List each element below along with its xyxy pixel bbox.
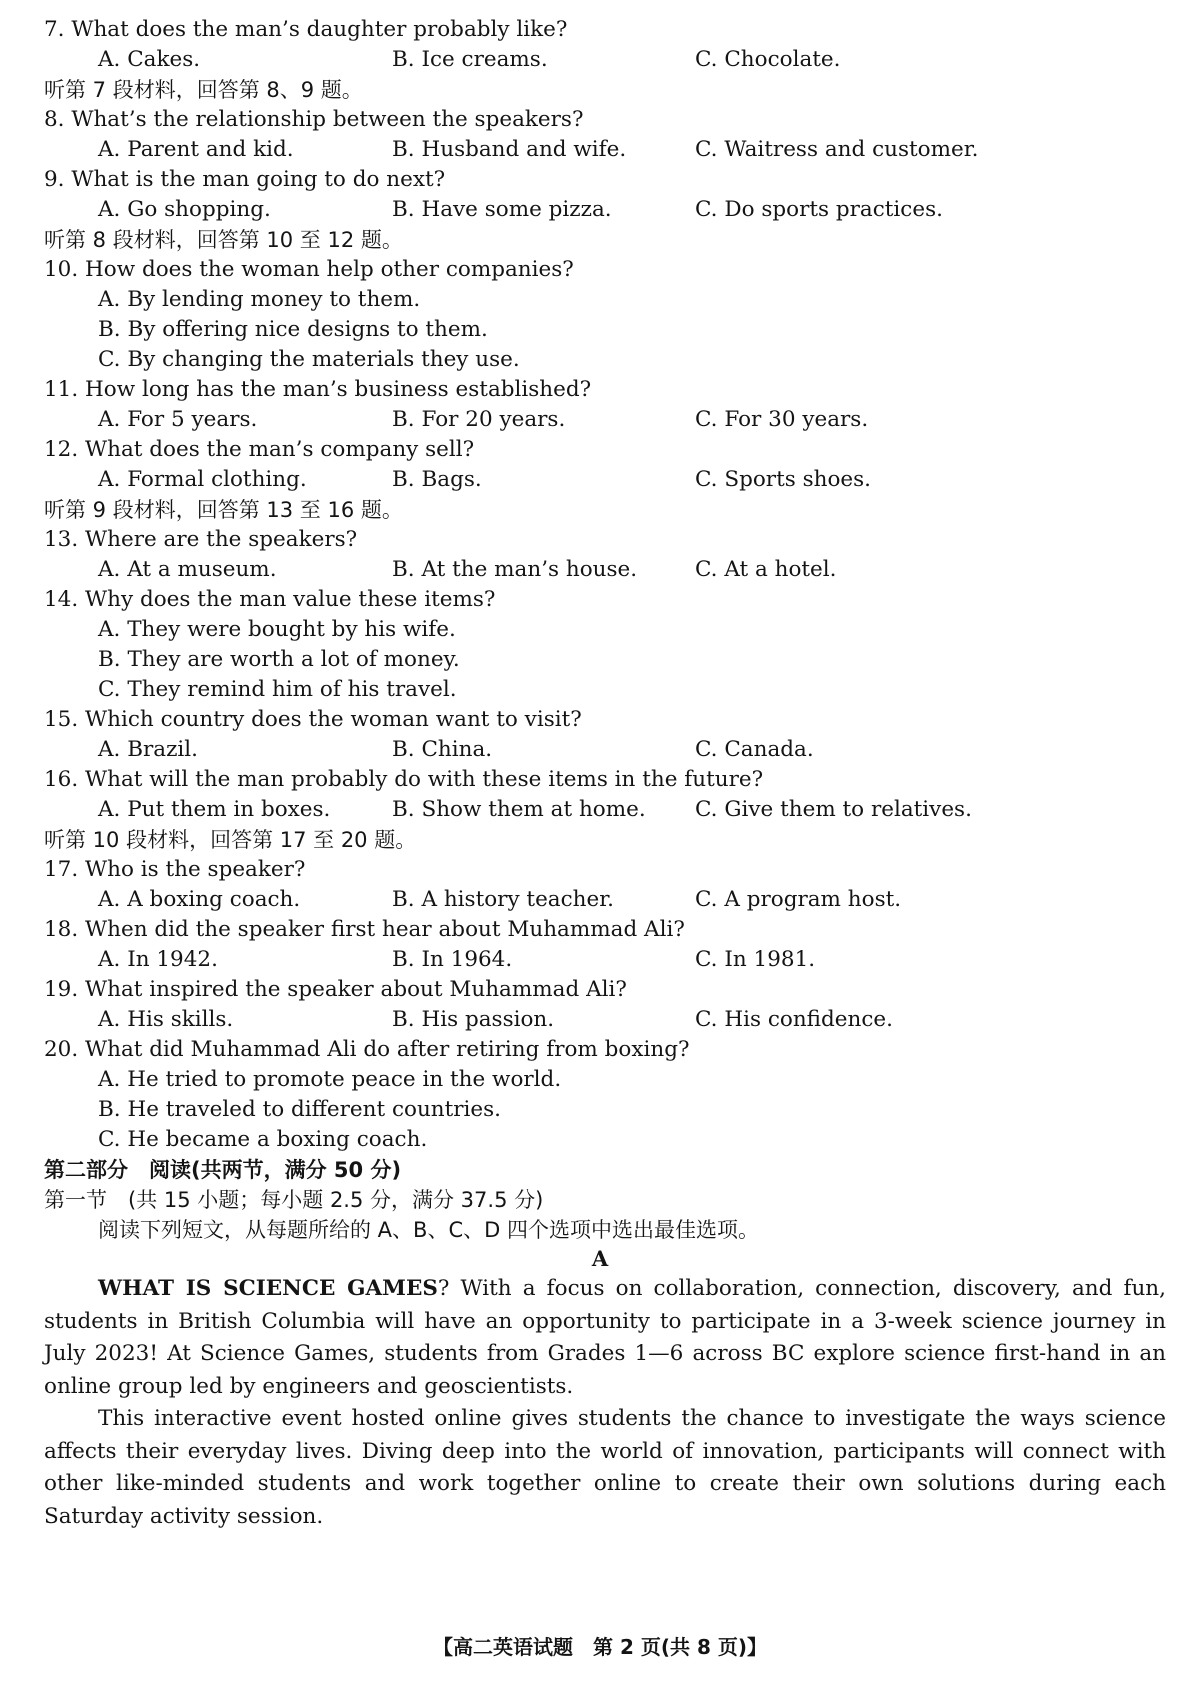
page-footer: 【高二英语试题 第 2 页(共 8 页)】 xyxy=(433,1635,767,1659)
option-c: C. For 30 years. xyxy=(695,407,869,432)
option-a: A. Go shopping. xyxy=(98,197,271,222)
passage-label: A xyxy=(591,1246,609,1271)
passage-lead: WHAT IS SCIENCE GAMES xyxy=(98,1276,438,1301)
option-b: B. Have some pizza. xyxy=(392,197,612,222)
option-b: B. At the man’s house. xyxy=(392,557,638,582)
option-a: A. Put them in boxes. xyxy=(98,797,331,822)
question-16: 16. What will the man probably do with these items in the future? xyxy=(44,767,764,792)
option-20-c: C. He became a boxing coach. xyxy=(98,1127,428,1152)
option-c: C. His confidence. xyxy=(695,1007,893,1032)
option-a: A. Parent and kid. xyxy=(98,137,294,162)
option-c: C. Give them to relatives. xyxy=(695,797,972,822)
option-c: C. In 1981. xyxy=(695,947,816,972)
question-10: 10. How does the woman help other companies? xyxy=(44,257,574,282)
option-a: A. Formal clothing. xyxy=(98,467,307,492)
question-20: 20. What did Muhammad Ali do after retiring from boxing? xyxy=(44,1037,690,1062)
option-c: C. Chocolate. xyxy=(695,47,841,72)
option-b: B. Husband and wife. xyxy=(392,137,627,162)
option-b: B. China. xyxy=(392,737,493,762)
option-b: B. A history teacher. xyxy=(392,887,614,912)
section-header-10: 听第 10 段材料，回答第 17 至 20 题。 xyxy=(44,828,417,852)
option-a: A. In 1942. xyxy=(98,947,218,972)
question-7: 7. What does the man’s daughter probably like? xyxy=(44,17,568,42)
question-19: 19. What inspired the speaker about Muhammad Ali? xyxy=(44,977,627,1002)
option-a: A. A boxing coach. xyxy=(98,887,301,912)
option-b: B. For 20 years. xyxy=(392,407,566,432)
question-9: 9. What is the man going to do next? xyxy=(44,167,446,192)
option-a: A. At a museum. xyxy=(98,557,277,582)
option-c: C. Waitress and customer. xyxy=(695,137,979,162)
reading-instruction: 阅读下列短文，从每题所给的 A、B、C、D 四个选项中选出最佳选项。 xyxy=(98,1218,759,1242)
option-b: B. Bags. xyxy=(392,467,482,492)
question-12: 12. What does the man’s company sell? xyxy=(44,437,475,462)
question-8: 8. What’s the relationship between the speakers? xyxy=(44,107,584,132)
option-14-b: B. They are worth a lot of money. xyxy=(98,647,460,672)
passage-paragraph-1-text: ? With a focus on collaboration, connection, discovery, and fun, students in British Columbia will have an opportunity to participate in a 3-week science journey in July 2023! At Science Games, students from Grades 1—6 across BC explore science first-hand in an online group led by engineers and geoscientists. xyxy=(44,1276,1166,1399)
question-13: 13. Where are the speakers? xyxy=(44,527,358,552)
option-b: B. Ice creams. xyxy=(392,47,548,72)
option-a: A. For 5 years. xyxy=(98,407,258,432)
option-a: A. Brazil. xyxy=(98,737,199,762)
option-a: A. Cakes. xyxy=(98,47,201,72)
option-14-c: C. They remind him of his travel. xyxy=(98,677,457,702)
option-20-a: A. He tried to promote peace in the world. xyxy=(98,1067,562,1092)
option-c: C. Canada. xyxy=(695,737,814,762)
part2-title: 第二部分 阅读(共两节，满分 50 分) xyxy=(44,1158,402,1182)
passage-a xyxy=(44,1273,1166,1533)
option-a: A. His skills. xyxy=(98,1007,234,1032)
section-header-8: 听第 8 段材料，回答第 10 至 12 题。 xyxy=(44,228,403,252)
option-10-b: B. By offering nice designs to them. xyxy=(98,317,488,342)
option-b: B. His passion. xyxy=(392,1007,555,1032)
passage-paragraph-2: This interactive event hosted online gives students the chance to investigate the ways science affects their everyday lives. Diving deep into the world of innovation, participants will connect with other like-minded students and work together online to create their own solutions during each Saturday activity session. xyxy=(44,1406,1166,1529)
option-c: C. Sports shoes. xyxy=(695,467,871,492)
question-14: 14. Why does the man value these items? xyxy=(44,587,496,612)
question-17: 17. Who is the speaker? xyxy=(44,857,306,882)
question-18: 18. When did the speaker first hear about Muhammad Ali? xyxy=(44,917,685,942)
question-11: 11. How long has the man’s business established? xyxy=(44,377,592,402)
option-c: C. A program host. xyxy=(695,887,902,912)
option-14-a: A. They were bought by his wife. xyxy=(98,617,456,642)
option-20-b: B. He traveled to different countries. xyxy=(98,1097,502,1122)
option-c: C. At a hotel. xyxy=(695,557,837,582)
option-10-c: C. By changing the materials they use. xyxy=(98,347,520,372)
option-c: C. Do sports practices. xyxy=(695,197,943,222)
passage-paragraph-1 xyxy=(44,1273,1166,1403)
section1-header: 第一节 (共 15 小题；每小题 2.5 分，满分 37.5 分) xyxy=(44,1188,544,1212)
option-b: B. In 1964. xyxy=(392,947,513,972)
section-header-9: 听第 9 段材料，回答第 13 至 16 题。 xyxy=(44,498,403,522)
section-header-7: 听第 7 段材料，回答第 8、9 题。 xyxy=(44,78,363,102)
question-15: 15. Which country does the woman want to visit? xyxy=(44,707,582,732)
option-10-a: A. By lending money to them. xyxy=(98,287,421,312)
option-b: B. Show them at home. xyxy=(392,797,646,822)
